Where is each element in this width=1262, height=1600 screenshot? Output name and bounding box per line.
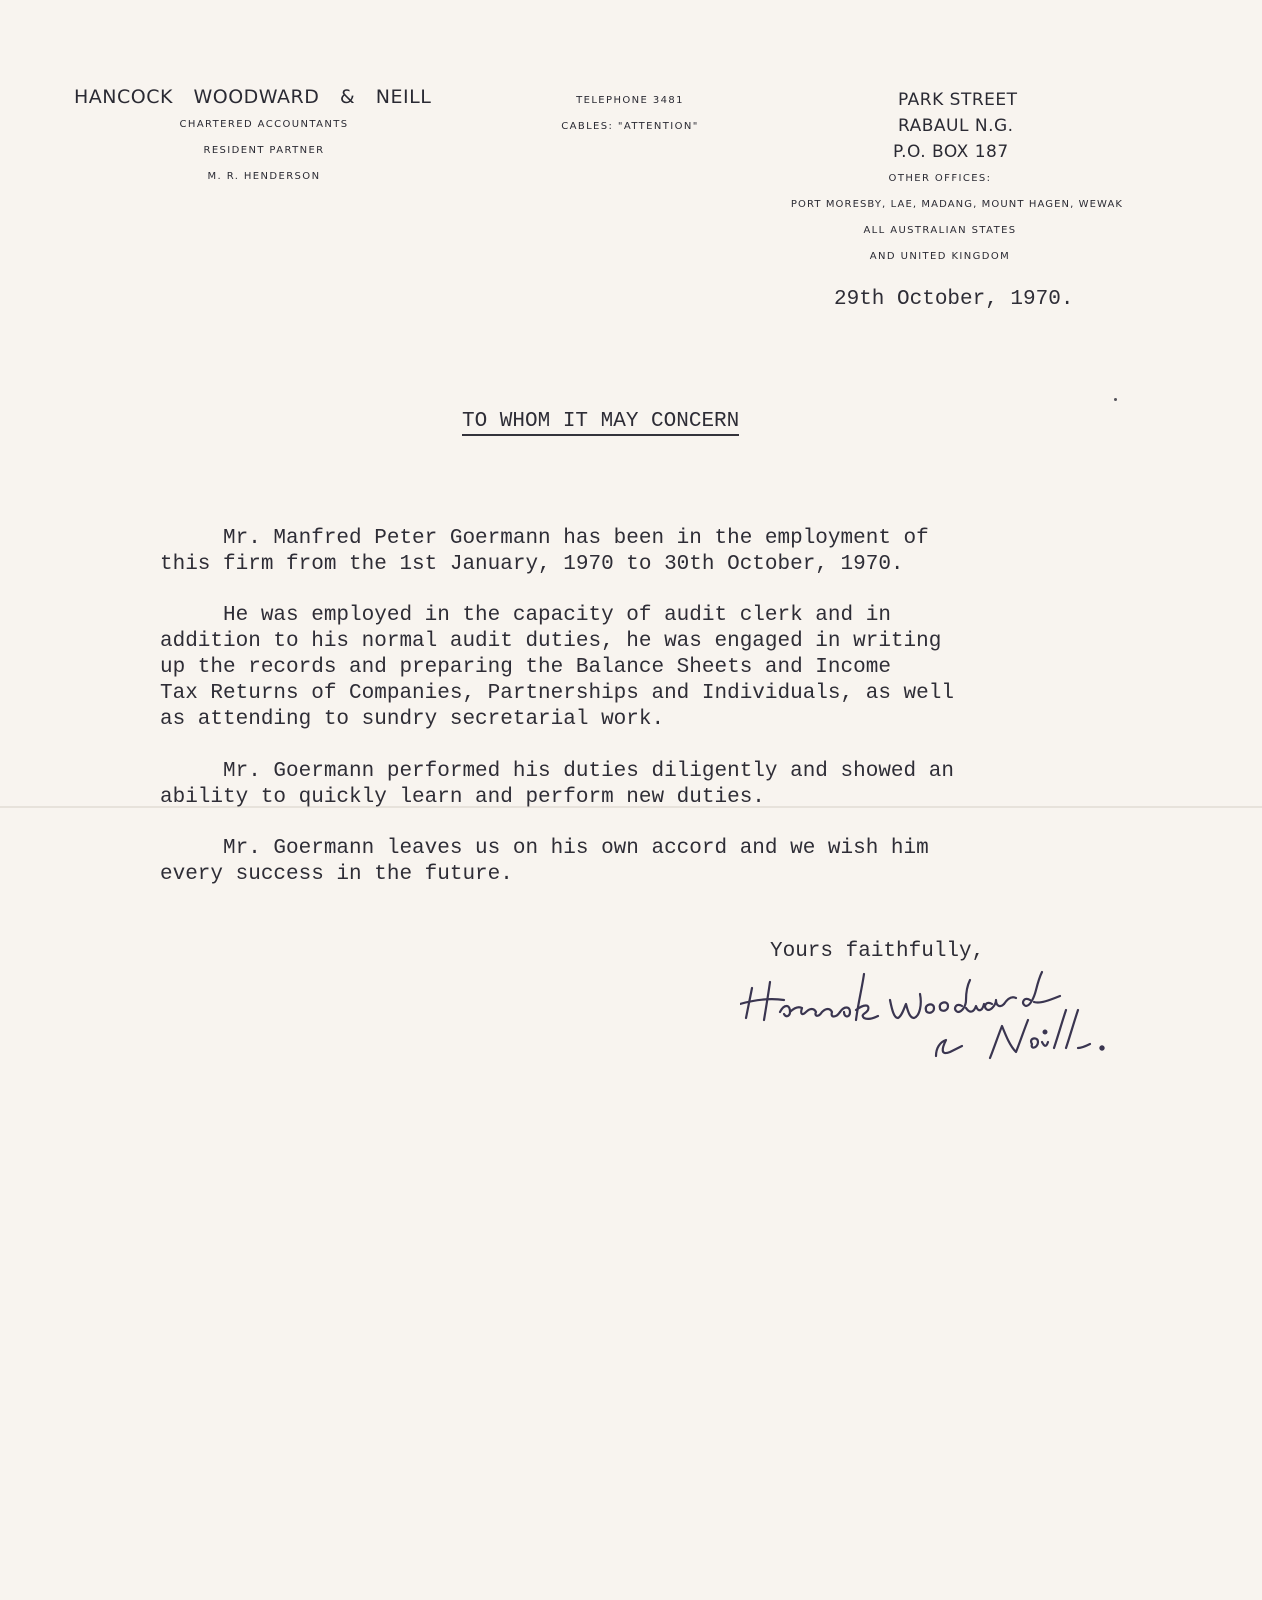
other-offices-line: ALL AUSTRALIAN STATES: [863, 225, 1017, 236]
cables: CABLES: "ATTENTION": [561, 121, 699, 132]
closing: Yours faithfully,: [770, 940, 985, 963]
firm-name: HANCOCK WOODWARD & NEILL: [74, 86, 432, 108]
ink-speck: [1114, 398, 1117, 401]
body-line: Mr. Goermann leaves us on his own accord and we wish him: [160, 837, 929, 860]
firm-subtitle: CHARTERED ACCOUNTANTS: [179, 119, 349, 130]
telephone: TELEPHONE 3481: [576, 95, 684, 106]
signature: [740, 960, 1120, 1070]
body-line: up the records and preparing the Balance Sheets and Income: [160, 656, 891, 679]
body-line: Mr. Goermann performed his duties diligently and showed an: [160, 760, 954, 783]
body-line: ability to quickly learn and perform new duties.: [160, 786, 765, 809]
address-po-box: P.O. BOX 187: [893, 142, 1009, 162]
body-line: addition to his normal audit duties, he was engaged in writing: [160, 630, 942, 653]
body-line: Mr. Manfred Peter Goermann has been in the employment of: [160, 527, 929, 550]
body-line: as attending to sundry secretarial work.: [160, 708, 665, 731]
letter-heading: TO WHOM IT MAY CONCERN: [462, 410, 739, 436]
address-street: PARK STREET: [898, 90, 1018, 110]
resident-partner-name: M. R. HENDERSON: [207, 171, 321, 182]
other-offices-line: AND UNITED KINGDOM: [869, 251, 1011, 262]
body-line: He was employed in the capacity of audit clerk and in: [160, 604, 891, 627]
body-line: Tax Returns of Companies, Partnerships and Individuals, as well: [160, 682, 954, 705]
body-line: every success in the future.: [160, 863, 513, 886]
other-offices-line: PORT MORESBY, LAE, MADANG, MOUNT HAGEN, WEWAK: [790, 199, 1124, 210]
body-line: this firm from the 1st January, 1970 to 30th October, 1970.: [160, 553, 904, 576]
letter-date: 29th October, 1970.: [834, 288, 1074, 311]
address-town: RABAUL N.G.: [898, 116, 1014, 136]
resident-partner-label: RESIDENT PARTNER: [203, 145, 325, 156]
other-offices-label: OTHER OFFICES:: [888, 173, 992, 184]
